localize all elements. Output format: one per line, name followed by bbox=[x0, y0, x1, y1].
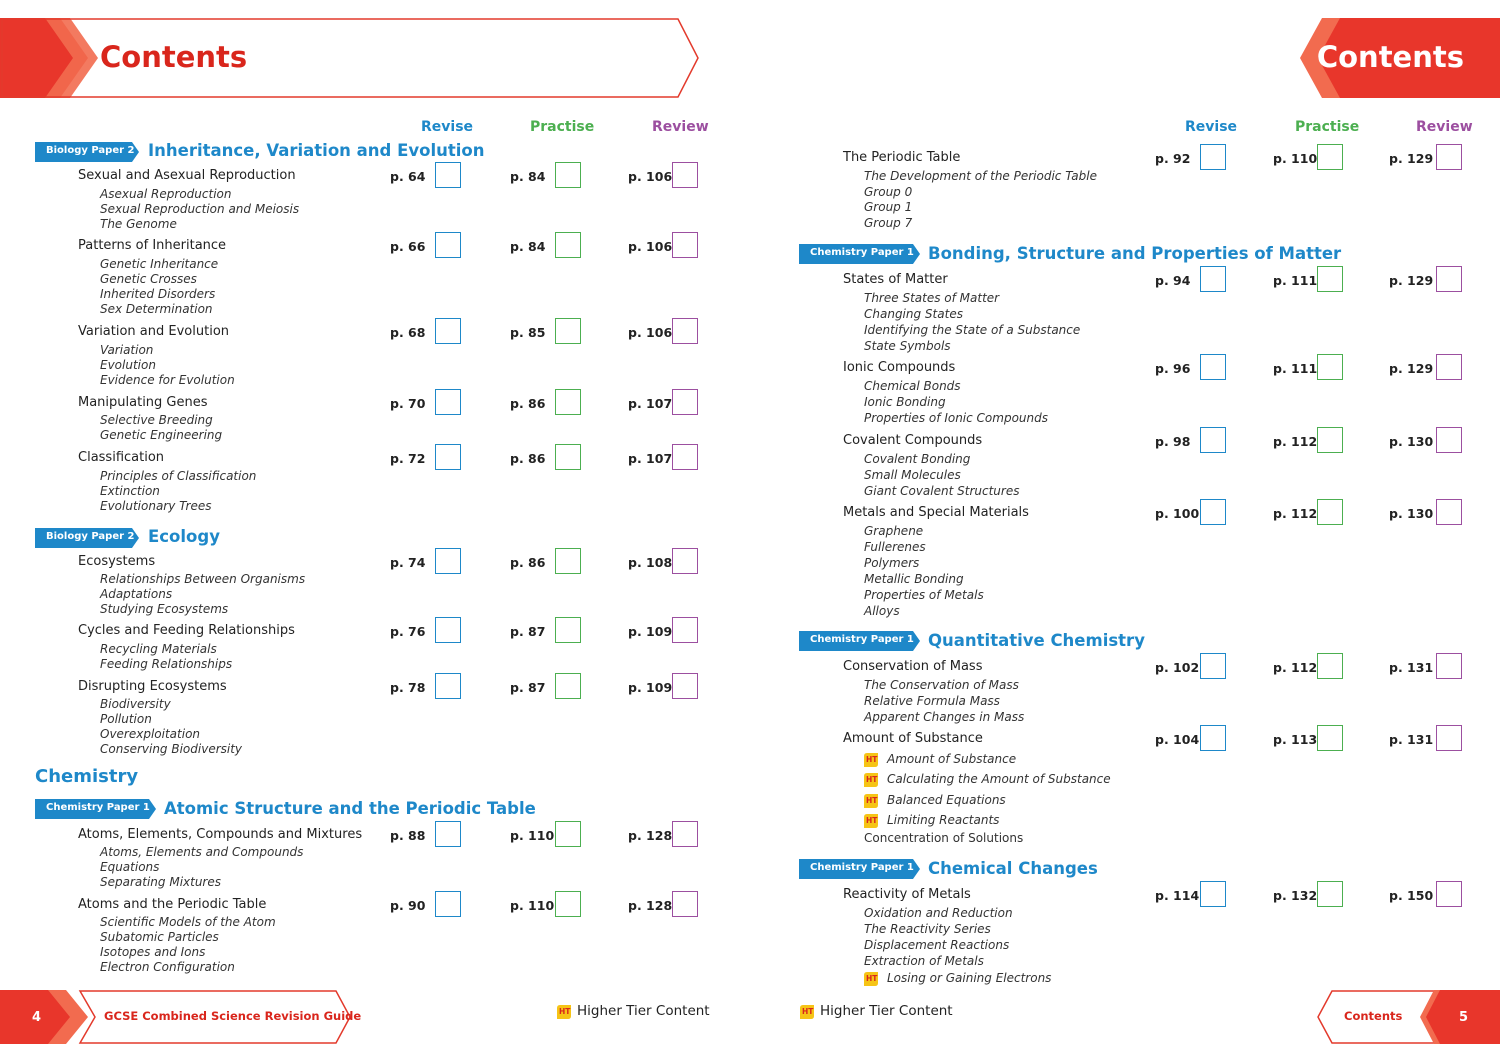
subtopic-item: Fullerenes bbox=[864, 540, 926, 554]
revise-page-ref: p. 100 bbox=[1155, 506, 1200, 521]
revise-page-ref: p. 96 bbox=[1155, 361, 1191, 376]
revise-page-ref: p. 90 bbox=[390, 898, 426, 913]
topic-title: Reactivity of Metals bbox=[843, 887, 971, 902]
page-title: Contents bbox=[100, 40, 248, 74]
practise-page-ref: p. 85 bbox=[510, 325, 546, 340]
subtopic-item: Atoms, Elements and Compounds bbox=[100, 845, 304, 859]
revise-checkbox[interactable] bbox=[435, 162, 461, 188]
review-checkbox[interactable] bbox=[1436, 144, 1462, 170]
section-title: Bonding, Structure and Properties of Matter bbox=[928, 244, 1342, 263]
subtopic-item: Apparent Changes in Mass bbox=[864, 710, 1025, 724]
subtopic-item: Changing States bbox=[864, 307, 963, 321]
revise-checkbox[interactable] bbox=[1200, 427, 1226, 453]
ht-badge-icon: HT bbox=[800, 1005, 814, 1019]
subtopic-item: Inherited Disorders bbox=[100, 287, 216, 301]
subtopic-item: Calculating the Amount of Substance bbox=[887, 772, 1111, 786]
subtopic-item: Genetic Engineering bbox=[100, 428, 223, 442]
practise-checkbox[interactable] bbox=[1317, 266, 1343, 292]
subtopic-item: Subatomic Particles bbox=[100, 930, 219, 944]
practise-page-ref: p. 110 bbox=[510, 828, 555, 843]
practise-checkbox[interactable] bbox=[1317, 427, 1343, 453]
revise-checkbox[interactable] bbox=[435, 444, 461, 470]
practise-page-ref: p. 111 bbox=[1273, 273, 1318, 288]
ht-badge-icon: HT bbox=[864, 753, 878, 767]
review-checkbox[interactable] bbox=[1436, 266, 1462, 292]
section-title: Atomic Structure and the Periodic Table bbox=[164, 799, 536, 818]
subtopic-item: Adaptations bbox=[100, 587, 173, 601]
subtopic-item: The Genome bbox=[100, 217, 177, 231]
topic-title: The Periodic Table bbox=[843, 150, 961, 165]
subtopic-item: Sexual Reproduction and Meiosis bbox=[100, 202, 300, 216]
book-title: GCSE Combined Science Revision Guide bbox=[104, 1009, 362, 1023]
review-page-ref: p. 106 bbox=[628, 169, 673, 184]
topic-title: Ecosystems bbox=[78, 554, 156, 569]
revise-checkbox[interactable] bbox=[435, 821, 461, 847]
practise-page-ref: p. 132 bbox=[1273, 888, 1318, 903]
topic-title: Patterns of Inheritance bbox=[78, 238, 227, 253]
practise-page-ref: p. 111 bbox=[1273, 361, 1318, 376]
ht-badge-icon: HT bbox=[864, 814, 878, 828]
section-title: Inheritance, Variation and Evolution bbox=[148, 141, 485, 160]
section-tag: Biology Paper 2 bbox=[35, 142, 140, 162]
practise-checkbox[interactable] bbox=[1317, 354, 1343, 380]
subtopic-item: Small Molecules bbox=[864, 468, 961, 482]
practise-checkbox[interactable] bbox=[555, 232, 581, 258]
subtopic-item: Electron Configuration bbox=[100, 960, 235, 974]
contents-header-banner bbox=[0, 18, 700, 98]
subtopic-item: Extinction bbox=[100, 484, 160, 498]
subtopic-item: Relationships Between Organisms bbox=[100, 572, 306, 586]
subtopic-item: Evolutionary Trees bbox=[100, 499, 212, 513]
subtopic-item: Group 1 bbox=[864, 200, 913, 214]
chemistry-heading: Chemistry bbox=[35, 766, 139, 787]
footer-banner bbox=[0, 990, 362, 1044]
revise-checkbox[interactable] bbox=[1200, 144, 1226, 170]
revise-checkbox[interactable] bbox=[435, 891, 461, 917]
subtopic-item: Limiting Reactants bbox=[887, 813, 1000, 827]
review-page-ref: p. 130 bbox=[1389, 506, 1434, 521]
subtopic-item: Feeding Relationships bbox=[100, 657, 233, 671]
section-tag: Chemistry Paper 1 bbox=[799, 244, 921, 264]
subtopic-item: Principles of Classification bbox=[100, 469, 257, 483]
revise-checkbox[interactable] bbox=[435, 673, 461, 699]
practise-page-ref: p. 87 bbox=[510, 624, 546, 639]
subtopic-item: Conserving Biodiversity bbox=[100, 742, 243, 756]
column-header-practise: Practise bbox=[1295, 119, 1360, 135]
subtopic-item: Ionic Bonding bbox=[864, 395, 946, 409]
subtopic-item: Evidence for Evolution bbox=[100, 373, 235, 387]
topic-title: Ionic Compounds bbox=[843, 360, 956, 375]
topic-title: Atoms, Elements, Compounds and Mixtures bbox=[78, 827, 363, 842]
column-header-practise: Practise bbox=[530, 119, 595, 135]
subtopic-item: Overexploitation bbox=[100, 727, 201, 741]
review-checkbox[interactable] bbox=[1436, 725, 1462, 751]
topic-title: Metals and Special Materials bbox=[843, 505, 1029, 520]
higher-tier-legend: Higher Tier Content bbox=[820, 1003, 953, 1019]
subtopic-item: Asexual Reproduction bbox=[100, 187, 232, 201]
revise-checkbox[interactable] bbox=[1200, 266, 1226, 292]
higher-tier-legend: Higher Tier Content bbox=[577, 1003, 710, 1019]
review-checkbox[interactable] bbox=[672, 673, 698, 699]
footer-contents-label: Contents bbox=[1344, 1009, 1403, 1023]
practise-checkbox[interactable] bbox=[555, 821, 581, 847]
subtopic-item: Giant Covalent Structures bbox=[864, 484, 1020, 498]
column-header-revise: Revise bbox=[1185, 119, 1238, 135]
revise-page-ref: p. 76 bbox=[390, 624, 426, 639]
subtopic-item: Biodiversity bbox=[100, 697, 171, 711]
section-tag: Chemistry Paper 1 bbox=[35, 799, 157, 819]
review-checkbox[interactable] bbox=[672, 548, 698, 574]
practise-page-ref: p. 110 bbox=[510, 898, 555, 913]
practise-page-ref: p. 84 bbox=[510, 239, 546, 254]
review-checkbox[interactable] bbox=[1436, 653, 1462, 679]
footer-banner bbox=[1316, 990, 1500, 1044]
subtopic-item: Group 0 bbox=[864, 185, 913, 199]
review-checkbox[interactable] bbox=[672, 162, 698, 188]
subtopic-item: Balanced Equations bbox=[887, 793, 1006, 807]
topic-title: Sexual and Asexual Reproduction bbox=[78, 168, 296, 183]
subtopic-item: Genetic Inheritance bbox=[100, 257, 219, 271]
review-page-ref: p. 130 bbox=[1389, 434, 1434, 449]
revise-page-ref: p. 64 bbox=[390, 169, 426, 184]
revise-page-ref: p. 104 bbox=[1155, 732, 1200, 747]
review-page-ref: p. 129 bbox=[1389, 273, 1434, 288]
subtopic-item: Identifying the State of a Substance bbox=[864, 323, 1081, 337]
subtopic-item: Genetic Crosses bbox=[100, 272, 197, 286]
subtopic-item: Extraction of Metals bbox=[864, 954, 984, 968]
ht-badge-icon: HT bbox=[864, 794, 878, 808]
subtopic-item: Properties of Ionic Compounds bbox=[864, 411, 1048, 425]
practise-checkbox[interactable] bbox=[555, 162, 581, 188]
review-page-ref: p. 129 bbox=[1389, 361, 1434, 376]
revise-page-ref: p. 102 bbox=[1155, 660, 1200, 675]
subtopic-item: Three States of Matter bbox=[864, 291, 1000, 305]
subtopic-item: Amount of Substance bbox=[887, 752, 1017, 766]
topic-title: Classification bbox=[78, 450, 165, 465]
subtopic-item: The Reactivity Series bbox=[864, 922, 991, 936]
subtopic-item: Alloys bbox=[864, 604, 900, 618]
page-number: 4 bbox=[32, 1010, 42, 1025]
column-header-revise: Revise bbox=[421, 119, 474, 135]
review-page-ref: p. 128 bbox=[628, 898, 673, 913]
subtopic-item: Sex Determination bbox=[100, 302, 213, 316]
practise-page-ref: p. 112 bbox=[1273, 660, 1318, 675]
subtopic-item: Graphene bbox=[864, 524, 924, 538]
topic-title: Atoms and the Periodic Table bbox=[78, 897, 267, 912]
topic-title: Disrupting Ecosystems bbox=[78, 679, 227, 694]
section-tag: Biology Paper 2 bbox=[35, 528, 140, 548]
review-page-ref: p. 128 bbox=[628, 828, 673, 843]
subtopic-item: Chemical Bonds bbox=[864, 379, 961, 393]
review-page-ref: p. 107 bbox=[628, 396, 673, 411]
revise-checkbox[interactable] bbox=[435, 389, 461, 415]
section-title: Ecology bbox=[148, 527, 220, 546]
topic-title: Amount of Substance bbox=[843, 731, 983, 746]
practise-checkbox[interactable] bbox=[555, 389, 581, 415]
column-header-review: Review bbox=[652, 119, 709, 135]
practise-checkbox[interactable] bbox=[1317, 499, 1343, 525]
review-page-ref: p. 107 bbox=[628, 451, 673, 466]
practise-page-ref: p. 112 bbox=[1273, 434, 1318, 449]
revise-checkbox[interactable] bbox=[1200, 653, 1226, 679]
review-checkbox[interactable] bbox=[672, 318, 698, 344]
review-page-ref: p. 129 bbox=[1389, 151, 1434, 166]
review-page-ref: p. 150 bbox=[1389, 888, 1434, 903]
revise-page-ref: p. 98 bbox=[1155, 434, 1191, 449]
subtopic-item: Properties of Metals bbox=[864, 588, 984, 602]
subtopic-item: Equations bbox=[100, 860, 160, 874]
ht-badge-icon: HT bbox=[557, 1005, 571, 1019]
subtopic-item: Metallic Bonding bbox=[864, 572, 964, 586]
practise-page-ref: p. 110 bbox=[1273, 151, 1318, 166]
subtopic-item: Isotopes and Ions bbox=[100, 945, 206, 959]
revise-page-ref: p. 68 bbox=[390, 325, 426, 340]
subtopic-item: Displacement Reactions bbox=[864, 938, 1010, 952]
subtopic-item: Group 7 bbox=[864, 216, 913, 230]
ht-badge-icon: HT bbox=[864, 773, 878, 787]
ht-badge-icon: HT bbox=[864, 972, 878, 986]
subtopic-item: Selective Breeding bbox=[100, 413, 213, 427]
practise-checkbox[interactable] bbox=[1317, 725, 1343, 751]
practise-checkbox[interactable] bbox=[555, 891, 581, 917]
subtopic-item: Separating Mixtures bbox=[100, 875, 222, 889]
practise-checkbox[interactable] bbox=[555, 318, 581, 344]
revise-page-ref: p. 74 bbox=[390, 555, 426, 570]
topic-title: Covalent Compounds bbox=[843, 433, 983, 448]
topic-title: Conservation of Mass bbox=[843, 659, 983, 674]
revise-checkbox[interactable] bbox=[435, 548, 461, 574]
review-checkbox[interactable] bbox=[1436, 881, 1462, 907]
review-page-ref: p. 109 bbox=[628, 624, 673, 639]
practise-checkbox[interactable] bbox=[555, 617, 581, 643]
practise-page-ref: p. 113 bbox=[1273, 732, 1318, 747]
subtopic-item: Losing or Gaining Electrons bbox=[887, 971, 1052, 985]
review-page-ref: p. 106 bbox=[628, 325, 673, 340]
subtopic-item: Relative Formula Mass bbox=[864, 694, 1000, 708]
subtopic-item: Pollution bbox=[100, 712, 152, 726]
topic-title: States of Matter bbox=[843, 272, 948, 287]
revise-checkbox[interactable] bbox=[435, 617, 461, 643]
subtopic-item: Recycling Materials bbox=[100, 642, 217, 656]
subtopic-item: Oxidation and Reduction bbox=[864, 906, 1013, 920]
subtopic-item: Studying Ecosystems bbox=[100, 602, 229, 616]
revise-page-ref: p. 78 bbox=[390, 680, 426, 695]
subtopic-item: Polymers bbox=[864, 556, 920, 570]
practise-page-ref: p. 86 bbox=[510, 451, 546, 466]
revise-checkbox[interactable] bbox=[435, 318, 461, 344]
section-title: Chemical Changes bbox=[928, 859, 1098, 878]
review-page-ref: p. 109 bbox=[628, 680, 673, 695]
subtopic-item: Covalent Bonding bbox=[864, 452, 971, 466]
revise-checkbox[interactable] bbox=[1200, 499, 1226, 525]
review-page-ref: p. 108 bbox=[628, 555, 673, 570]
practise-page-ref: p. 84 bbox=[510, 169, 546, 184]
review-checkbox[interactable] bbox=[672, 232, 698, 258]
revise-page-ref: p. 72 bbox=[390, 451, 426, 466]
practise-checkbox[interactable] bbox=[555, 548, 581, 574]
practise-checkbox[interactable] bbox=[555, 444, 581, 470]
subtopic-item: The Development of the Periodic Table bbox=[864, 169, 1097, 183]
review-page-ref: p. 131 bbox=[1389, 660, 1434, 675]
revise-checkbox[interactable] bbox=[1200, 354, 1226, 380]
review-checkbox[interactable] bbox=[672, 617, 698, 643]
revise-page-ref: p. 114 bbox=[1155, 888, 1200, 903]
revise-page-ref: p. 94 bbox=[1155, 273, 1191, 288]
revise-page-ref: p. 88 bbox=[390, 828, 426, 843]
contents-header-banner bbox=[1300, 18, 1500, 98]
review-page-ref: p. 131 bbox=[1389, 732, 1434, 747]
right-page bbox=[750, 0, 1500, 1061]
revise-page-ref: p. 66 bbox=[390, 239, 426, 254]
review-checkbox[interactable] bbox=[1436, 354, 1462, 380]
section-tag: Chemistry Paper 1 bbox=[799, 631, 921, 651]
page-title: Contents bbox=[1316, 40, 1464, 74]
revise-checkbox[interactable] bbox=[1200, 725, 1226, 751]
topic-title: Manipulating Genes bbox=[78, 395, 208, 410]
subtopic-item: Scientific Models of the Atom bbox=[100, 915, 276, 929]
review-checkbox[interactable] bbox=[1436, 499, 1462, 525]
review-checkbox[interactable] bbox=[672, 891, 698, 917]
subtopic-item: The Conservation of Mass bbox=[864, 678, 1019, 692]
topic-title: Cycles and Feeding Relationships bbox=[78, 623, 295, 638]
revise-checkbox[interactable] bbox=[1200, 881, 1226, 907]
practise-page-ref: p. 86 bbox=[510, 396, 546, 411]
practise-page-ref: p. 112 bbox=[1273, 506, 1318, 521]
practise-page-ref: p. 86 bbox=[510, 555, 546, 570]
practise-checkbox[interactable] bbox=[1317, 144, 1343, 170]
practise-checkbox[interactable] bbox=[555, 673, 581, 699]
review-checkbox[interactable] bbox=[672, 444, 698, 470]
section-title: Quantitative Chemistry bbox=[928, 631, 1145, 650]
review-checkbox[interactable] bbox=[672, 821, 698, 847]
revise-page-ref: p. 70 bbox=[390, 396, 426, 411]
section-tag: Chemistry Paper 1 bbox=[799, 859, 921, 879]
practise-page-ref: p. 87 bbox=[510, 680, 546, 695]
subtopic-item: State Symbols bbox=[864, 339, 951, 353]
subtopic-item: Evolution bbox=[100, 358, 156, 372]
practise-checkbox[interactable] bbox=[1317, 881, 1343, 907]
review-page-ref: p. 106 bbox=[628, 239, 673, 254]
practise-checkbox[interactable] bbox=[1317, 653, 1343, 679]
subtopic-item: Concentration of Solutions bbox=[864, 831, 1024, 845]
page-number: 5 bbox=[1459, 1010, 1469, 1025]
revise-page-ref: p. 92 bbox=[1155, 151, 1191, 166]
column-header-review: Review bbox=[1416, 119, 1473, 135]
revise-checkbox[interactable] bbox=[435, 232, 461, 258]
review-checkbox[interactable] bbox=[672, 389, 698, 415]
review-checkbox[interactable] bbox=[1436, 427, 1462, 453]
topic-title: Variation and Evolution bbox=[78, 324, 230, 339]
subtopic-item: Variation bbox=[100, 343, 154, 357]
